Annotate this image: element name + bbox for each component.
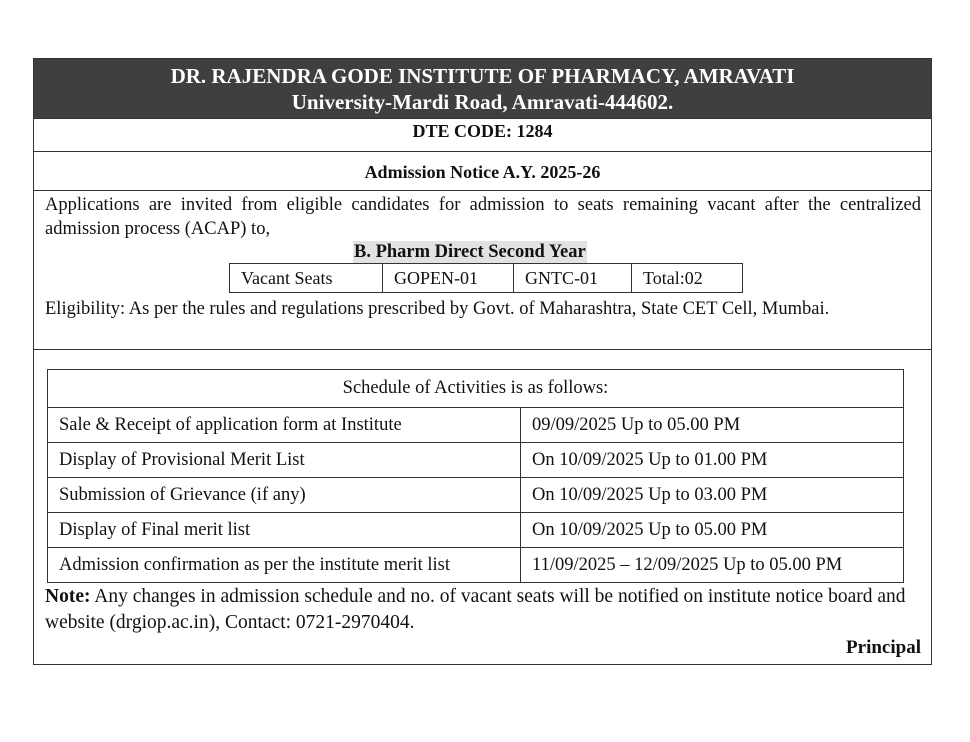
institute-name: DR. RAJENDRA GODE INSTITUTE OF PHARMACY, AMRAVATI <box>170 64 795 88</box>
seats-cell: Total:02 <box>632 264 743 293</box>
table-row <box>48 548 904 583</box>
course-name: B. Pharm Direct Second Year <box>354 242 586 262</box>
vacant-seats-table <box>229 263 743 293</box>
table-row <box>48 478 904 513</box>
notice-frame <box>33 58 932 665</box>
principal-signature: Principal <box>846 637 921 658</box>
date-cell: On 10/09/2025 Up to 03.00 PM <box>521 478 904 513</box>
institute-address: University-Mardi Road, Amravati-444602. <box>291 90 674 114</box>
date-cell: On 10/09/2025 Up to 05.00 PM <box>521 513 904 548</box>
schedule-table <box>47 369 904 583</box>
activity-cell: Admission confirmation as per the institute merit list <box>48 548 521 583</box>
note-label: Note: <box>45 586 91 607</box>
date-cell: 11/09/2025 – 12/09/2025 Up to 05.00 PM <box>521 548 904 583</box>
seats-cell: GNTC-01 <box>514 264 632 293</box>
institute-header <box>34 59 931 118</box>
date-cell: 09/09/2025 Up to 05.00 PM <box>521 408 904 443</box>
notice-title: Admission Notice A.Y. 2025-26 <box>34 151 931 190</box>
table-row <box>48 408 904 443</box>
schedule-caption: Schedule of Activities is as follows: <box>48 370 904 408</box>
seats-cell: Vacant Seats <box>230 264 383 293</box>
date-cell: On 10/09/2025 Up to 01.00 PM <box>521 443 904 478</box>
note-text <box>45 584 915 636</box>
dte-code: DTE CODE: 1284 <box>34 118 931 151</box>
intro-text: Applications are invited from eligible candidates for admission to seats remaining vacant after the centralized admission process (ACAP) to, <box>45 195 921 239</box>
eligibility-text: Eligibility: As per the rules and regulations prescribed by Govt. of Maharashtra, State CET Cell, Mumbai. <box>45 299 830 319</box>
seats-cell: GOPEN-01 <box>383 264 514 293</box>
table-row <box>48 443 904 478</box>
activity-cell: Display of Provisional Merit List <box>48 443 521 478</box>
activity-cell: Sale & Receipt of application form at Institute <box>48 408 521 443</box>
application-section <box>34 190 931 350</box>
activity-cell: Display of Final merit list <box>48 513 521 548</box>
note-body: Any changes in admission schedule and no. of vacant seats will be notified on institute notice board and website (drgiop.ac.in), Contact: 0721-2970404. <box>45 586 906 633</box>
activity-cell: Submission of Grievance (if any) <box>48 478 521 513</box>
table-row <box>48 513 904 548</box>
